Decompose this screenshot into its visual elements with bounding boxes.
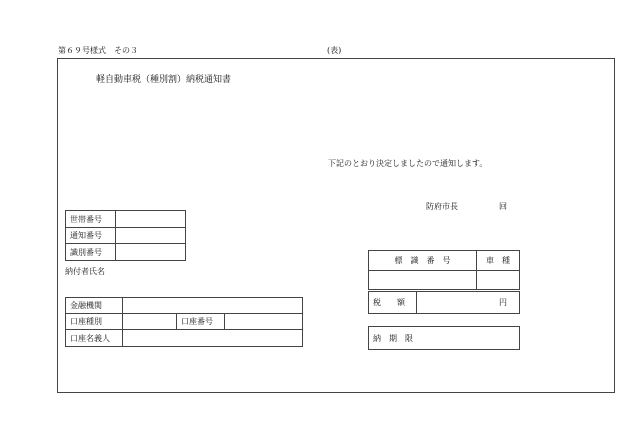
institution-value bbox=[123, 298, 303, 314]
account-number-label: 口座番号 bbox=[177, 314, 225, 330]
seal-mark: 回 bbox=[499, 202, 507, 211]
issuer-name: 防府市長 bbox=[426, 202, 458, 211]
account-holder-value bbox=[123, 330, 303, 347]
household-number-value bbox=[116, 211, 186, 228]
id-row-household bbox=[66, 211, 186, 228]
notice-number-label: 通知番号 bbox=[66, 228, 116, 244]
tax-amount-table bbox=[368, 291, 520, 314]
vehicle-type-label: 車 種 bbox=[477, 251, 520, 271]
account-type-label: 口座種別 bbox=[66, 314, 123, 330]
identification-number-label: 識別番号 bbox=[66, 244, 116, 261]
notice-text: 下記のとおり決定しましたので通知します。 bbox=[328, 159, 488, 168]
plate-number-label: 標 識 番 号 bbox=[369, 251, 477, 271]
tax-amount-label: 税 額 bbox=[369, 292, 417, 314]
side-indicator: (表) bbox=[327, 46, 342, 55]
document-title: 軽自動車税（種別割）納税通知書 bbox=[96, 75, 232, 85]
vehicle-table bbox=[368, 250, 520, 290]
account-type-value bbox=[123, 314, 177, 330]
taxpayer-name-label: 納付者氏名 bbox=[65, 267, 105, 276]
institution-label: 金融機関 bbox=[66, 298, 123, 314]
id-row-identification bbox=[66, 244, 186, 261]
due-date-label: 納 期 限 bbox=[369, 327, 520, 350]
tax-amount-value: 円 bbox=[417, 292, 520, 314]
form-number: 第６９号様式 その３ bbox=[58, 46, 138, 55]
bank-account-table bbox=[65, 297, 303, 347]
plate-number-value bbox=[369, 271, 477, 290]
account-holder-label: 口座名義人 bbox=[66, 330, 123, 347]
id-table bbox=[65, 210, 186, 261]
id-row-notice bbox=[66, 228, 186, 244]
notice-number-value bbox=[116, 228, 186, 244]
identification-number-value bbox=[116, 244, 186, 261]
due-date-table bbox=[368, 326, 520, 350]
household-number-label: 世帯番号 bbox=[66, 211, 116, 228]
vehicle-type-value bbox=[477, 271, 520, 290]
account-number-value bbox=[225, 314, 303, 330]
